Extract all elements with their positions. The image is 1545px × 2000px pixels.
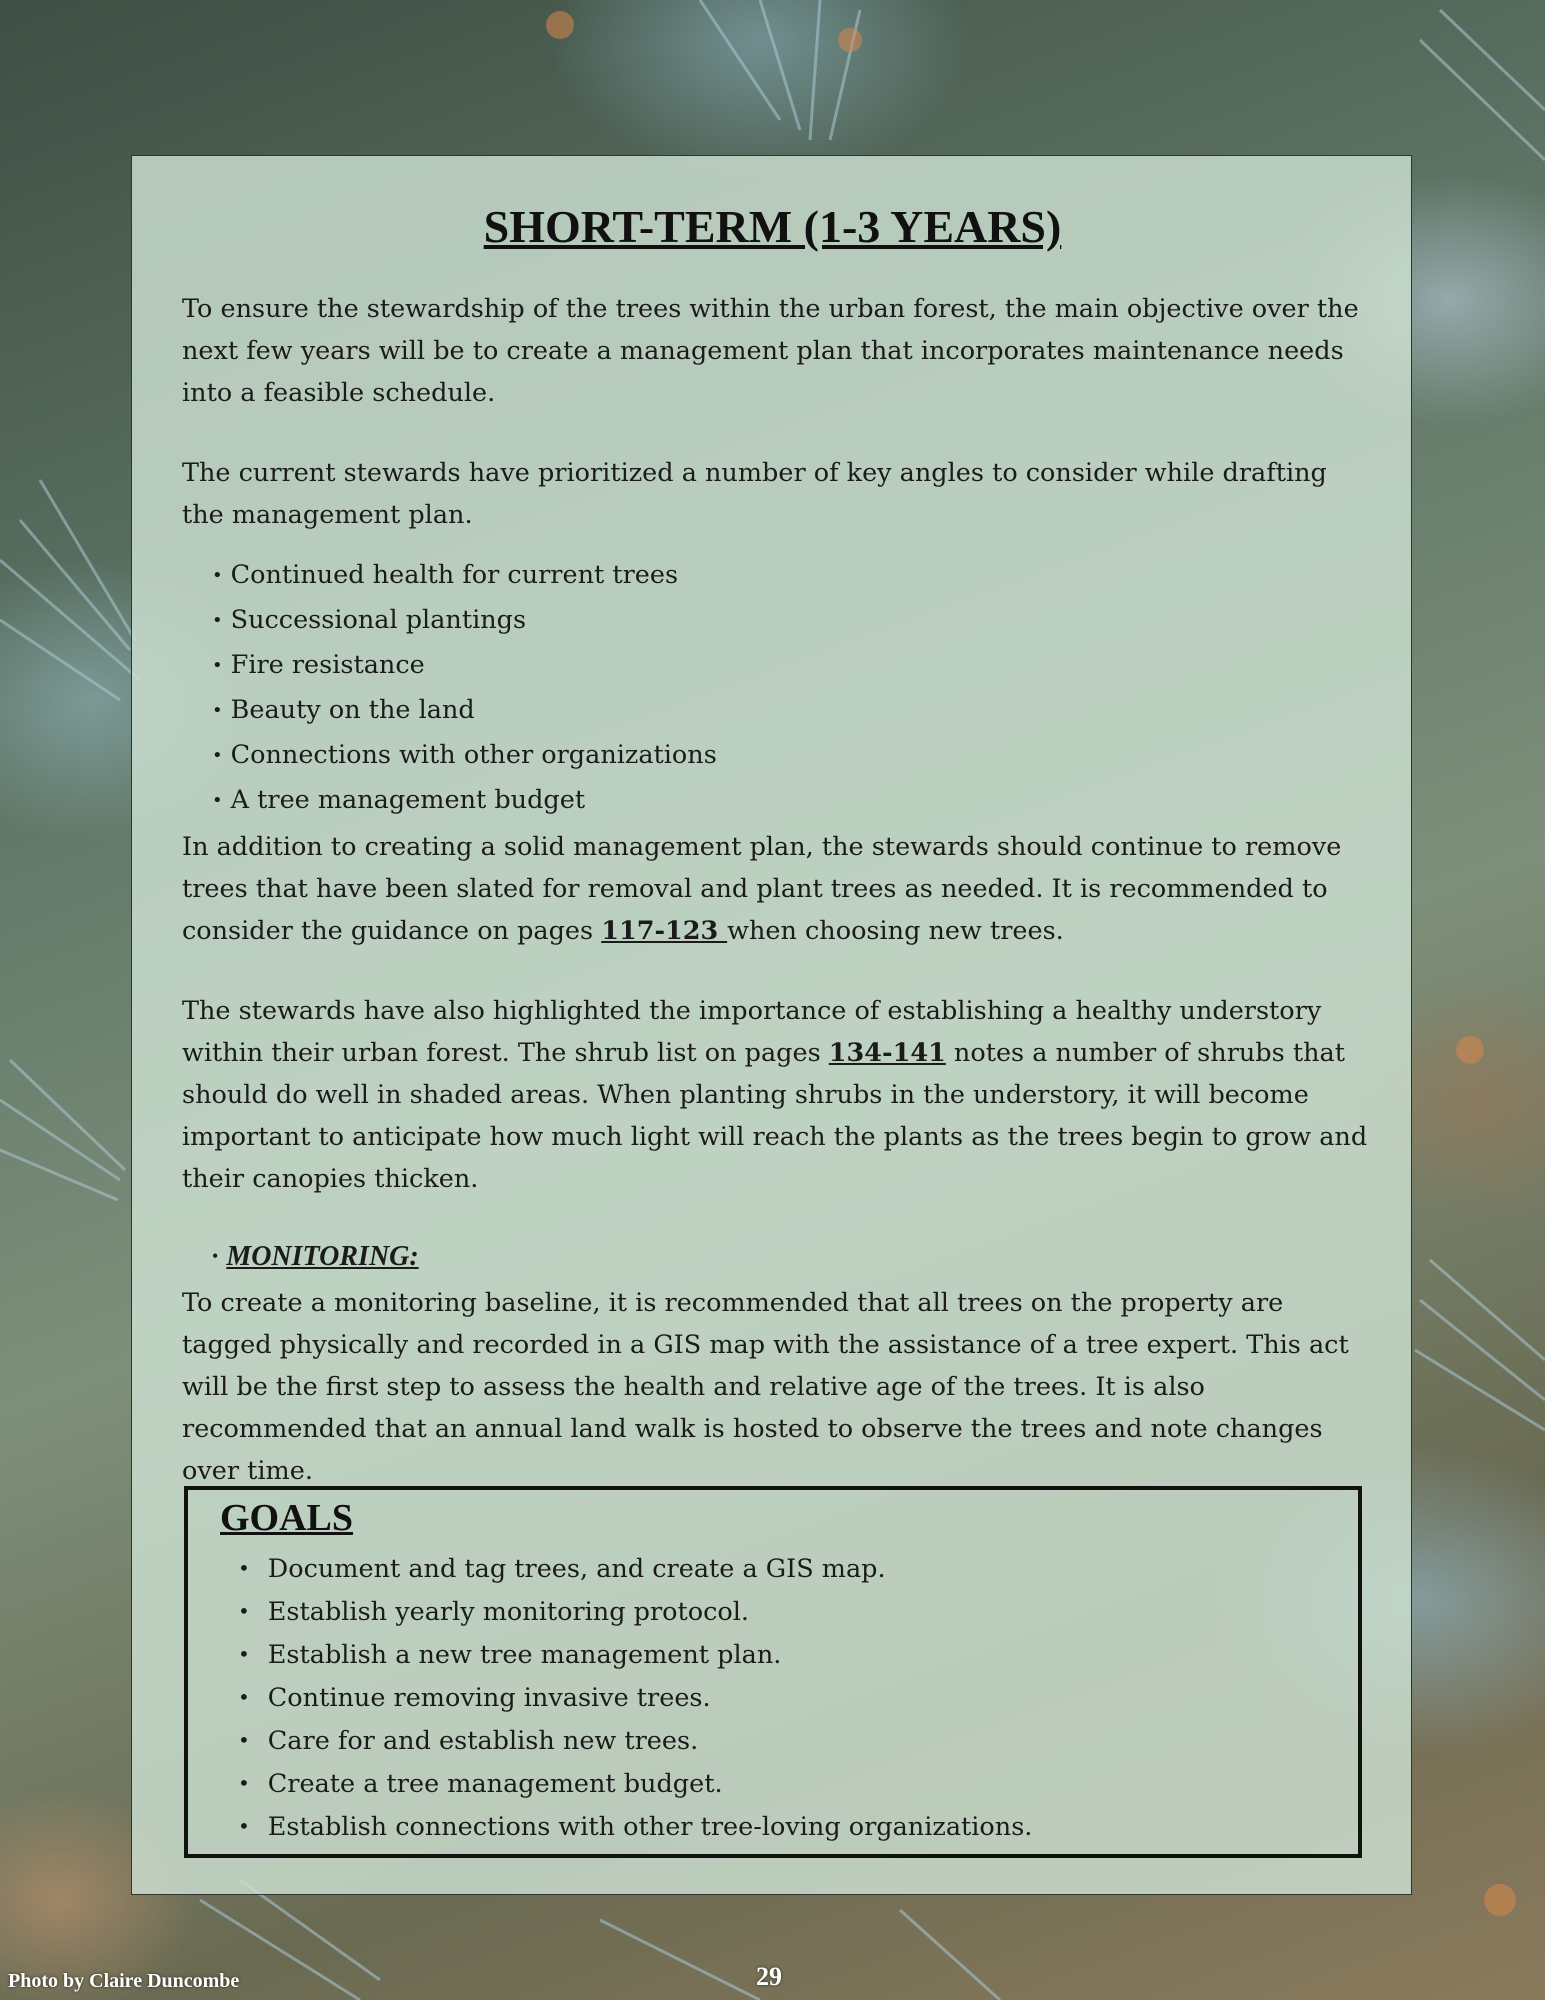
list-item: • Establish connections with other tree-loving organizations. <box>238 1806 1032 1849</box>
list-item: • Fire resistance <box>212 644 717 689</box>
list-item: • Document and tag trees, and create a GIS map. <box>238 1548 1032 1591</box>
goals-list <box>238 1548 1032 1849</box>
list-item: • A tree management budget <box>212 779 717 824</box>
list-item: • Connections with other organizations <box>212 734 717 779</box>
priorities-list <box>212 554 717 824</box>
list-item: • Beauty on the land <box>212 689 717 734</box>
list-item: • Establish yearly monitoring protocol. <box>238 1591 1032 1634</box>
list-item: • Continue removing invasive trees. <box>238 1677 1032 1720</box>
understory-paragraph: The stewards have also highlighted the importance of establishing a healthy understory within their urban forest. The shrub list on pages 134-141 notes a number of shrubs that should do well in shaded areas. When planting shrubs in the understory, it will become important to anticipate how much light will reach the plants as the trees begin to grow and their canopies thicken. <box>182 996 1368 1194</box>
goals-title: GOALS <box>220 1497 354 1539</box>
priorities-intro-paragraph: The current stewards have prioritized a number of key angles to consider while drafting the management plan. <box>182 458 1327 530</box>
intro-paragraph: To ensure the stewardship of the trees within the urban forest, the main objective over the next few years will be to create a management plan that incorporates maintenance needs into a feasible schedule. <box>182 294 1359 408</box>
monitoring-heading: • MONITORING: <box>212 1241 419 1272</box>
list-item: • Successional plantings <box>212 599 717 644</box>
list-item: • Continued health for current trees <box>212 554 717 599</box>
list-item: • Care for and establish new trees. <box>238 1720 1032 1763</box>
page-reference-link[interactable]: 117-123 <box>601 916 728 946</box>
page-reference-link[interactable]: 134-141 <box>828 1038 946 1068</box>
removal-paragraph: In addition to creating a solid management plan, the stewards should continue to remove trees that have been slated for removal and plant trees as needed. It is recommended to consider the guidance on pages 117-123 when choosing new trees. <box>182 832 1342 946</box>
page-number: 29 <box>756 1962 782 1991</box>
list-item: • Create a tree management budget. <box>238 1763 1032 1806</box>
monitoring-paragraph: To create a monitoring baseline, it is recommended that all trees on the property are tagged physically and recorded in a GIS map with the assistance of a tree expert. This act will be the first step to assess the health and relative age of the trees. It is also recommended that an annual land walk is hosted to observe the trees and note changes over time. <box>182 1288 1349 1486</box>
photo-credit: Photo by Claire Duncombe <box>8 1970 240 1992</box>
list-item: • Establish a new tree management plan. <box>238 1634 1032 1677</box>
page-title: SHORT-TERM (1-3 YEARS) <box>483 201 1062 252</box>
goals-box <box>184 1486 1362 1858</box>
